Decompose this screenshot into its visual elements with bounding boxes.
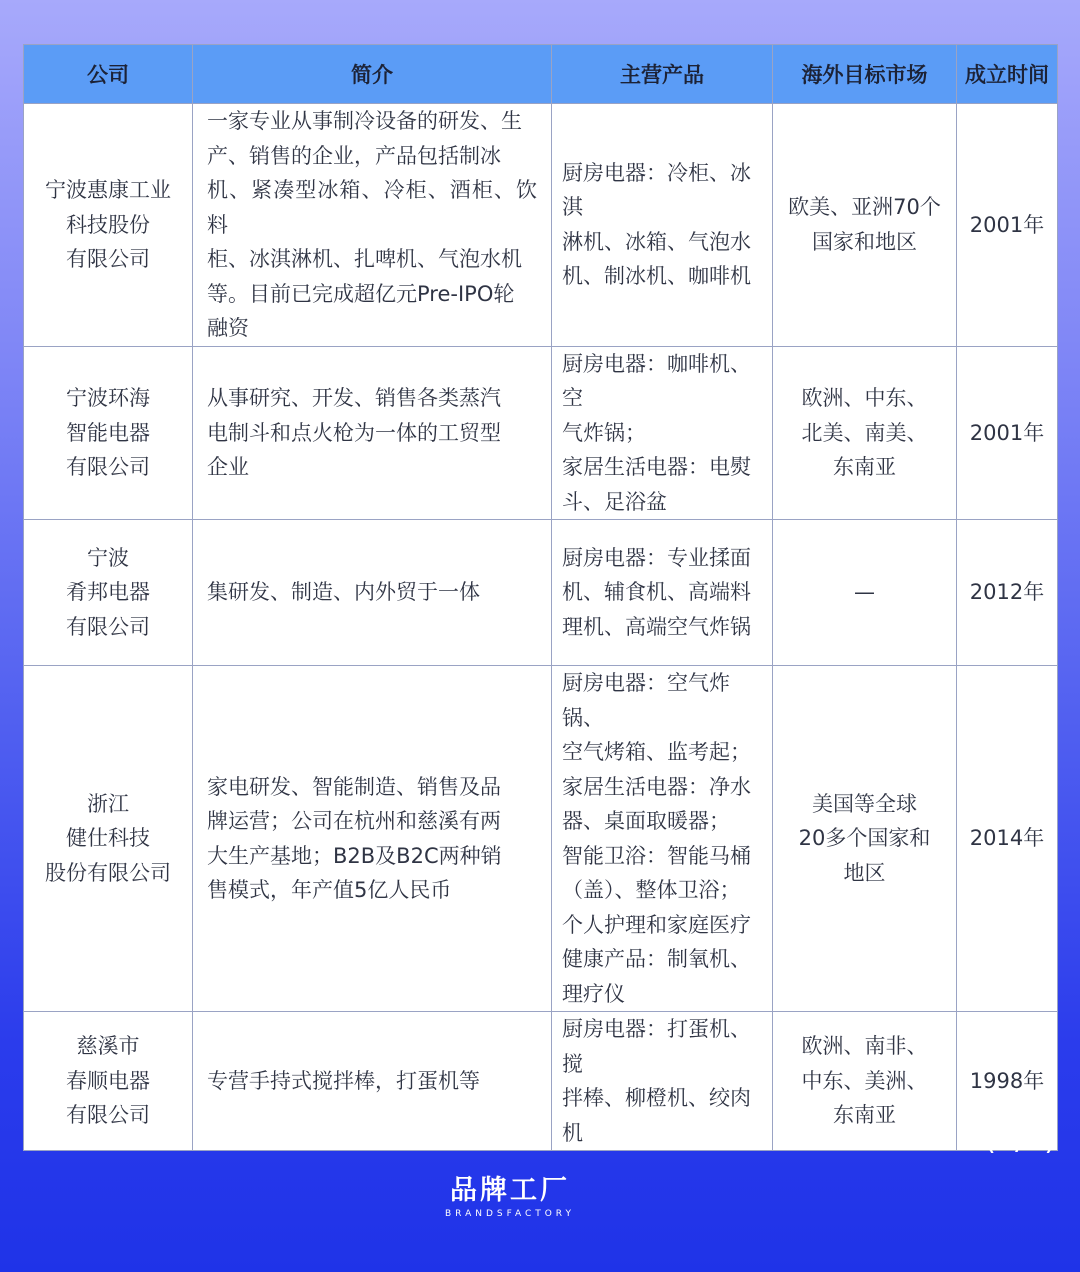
intro-cell xyxy=(193,346,552,520)
intro-cell xyxy=(193,1012,552,1151)
intro-line: 融资 xyxy=(207,316,249,340)
intro-line: 企业 xyxy=(207,455,249,479)
products-line: 机、辅食机、高端料 xyxy=(562,580,751,605)
company-cell xyxy=(24,1012,193,1151)
market-cell xyxy=(773,104,957,347)
products-line: 个人护理和家庭医疗 xyxy=(562,912,751,937)
products-line: （盖）、整体卫浴； xyxy=(562,878,741,902)
products-line: 理机、高端空气炸锅 xyxy=(562,614,751,639)
company-line: 有限公司 xyxy=(66,247,150,271)
company-line: 有限公司 xyxy=(66,1103,150,1128)
products-line: 拌棒、柳橙机、绞肉机 xyxy=(562,1086,751,1145)
company-table-container xyxy=(23,44,1057,1151)
header-company: 公司 xyxy=(24,45,193,104)
brand-logo xyxy=(440,1176,580,1220)
products-line: 理疗仪 xyxy=(562,981,625,1006)
founded-cell: 2001年 xyxy=(957,346,1058,520)
company-table xyxy=(23,44,1058,1151)
market-line: 东南亚 xyxy=(833,455,896,479)
company-line: 股份有限公司 xyxy=(45,860,171,885)
market-line: 北美、南美、 xyxy=(801,420,928,445)
logo-chinese-text: 品牌工厂 xyxy=(450,1175,570,1206)
market-cell xyxy=(773,1012,957,1151)
logo-english-text: BRANDSFACTORY xyxy=(445,1209,575,1219)
market-line: 美国等全球 xyxy=(812,791,917,816)
company-line: 宁波环海 xyxy=(66,386,150,410)
intro-line: 从事研究、开发、销售各类蒸汽 xyxy=(207,386,501,410)
market-cell xyxy=(773,346,957,520)
company-cell xyxy=(24,520,193,666)
company-line: 科技股份 xyxy=(66,212,150,237)
founded-cell: 2001年 xyxy=(957,104,1058,347)
company-line: 春顺电器 xyxy=(66,1068,150,1093)
market-cell xyxy=(773,666,957,1012)
header-intro: 简介 xyxy=(193,45,552,104)
market-line: 国家和地区 xyxy=(812,229,917,254)
products-line: 智能卫浴：智能马桶 xyxy=(562,843,751,868)
products-line: 斗、足浴盆 xyxy=(562,489,667,514)
header-founded: 成立时间 xyxy=(957,45,1058,104)
intro-cell xyxy=(193,666,552,1012)
market-line: 20多个国家和 xyxy=(798,826,931,851)
products-line: 厨房电器：打蛋机、搅 xyxy=(562,1017,751,1076)
products-line: 厨房电器：冷柜、冰淇 xyxy=(562,160,751,220)
company-line: 宁波 xyxy=(87,545,129,570)
company-line: 浙江 xyxy=(87,791,129,816)
intro-line: 电制斗和点火枪为一体的工贸型 xyxy=(207,420,501,445)
intro-line: 售模式，年产值5亿人民币 xyxy=(207,878,452,902)
products-cell xyxy=(552,1012,773,1151)
market-cell xyxy=(773,520,957,666)
products-cell xyxy=(552,104,773,347)
header-market: 海外目标市场 xyxy=(773,45,957,104)
products-cell xyxy=(552,346,773,520)
market-line: 中东、美洲、 xyxy=(801,1068,928,1093)
intro-line: 等。目前已完成超亿元Pre-IPO轮 xyxy=(207,281,515,306)
table-row xyxy=(24,1012,1058,1151)
company-cell xyxy=(24,104,193,347)
market-line: 东南亚 xyxy=(833,1103,896,1128)
founded-cell: 2012年 xyxy=(957,520,1058,666)
company-line: 宁波惠康工业 xyxy=(45,178,171,202)
company-line: 健仕科技 xyxy=(66,826,150,851)
intro-line: 柜、冰淇淋机、扎啤机、气泡水机 xyxy=(207,247,522,271)
intro-line: 集研发、制造、内外贸于一体 xyxy=(207,580,480,605)
products-line: 空气烤箱、监考起； xyxy=(562,740,751,764)
founded-cell: 2014年 xyxy=(957,666,1058,1012)
products-line: 家居生活电器：电熨 xyxy=(562,455,751,479)
page-indicator: (1/3) xyxy=(984,1122,1056,1157)
market-line: — xyxy=(854,580,875,605)
company-cell xyxy=(24,666,193,1012)
market-line: 欧美、亚洲70个 xyxy=(788,195,941,220)
founded-cell: 1998年 xyxy=(957,1012,1058,1151)
products-line: 气炸锅； xyxy=(562,420,646,445)
header-products: 主营产品 xyxy=(552,45,773,104)
company-line: 肴邦电器 xyxy=(66,580,150,605)
intro-line: 产、销售的企业，产品包括制冰 xyxy=(207,143,501,168)
intro-line: 大生产基地；B2B及B2C两种销 xyxy=(207,843,502,868)
company-cell xyxy=(24,346,193,520)
company-line: 慈溪市 xyxy=(76,1034,140,1059)
intro-line: 一家专业从事制冷设备的研发、生 xyxy=(207,109,522,133)
products-line: 淋机、冰箱、气泡水 xyxy=(562,229,751,254)
table-row xyxy=(24,346,1058,520)
table-row xyxy=(24,666,1058,1012)
company-line: 智能电器 xyxy=(66,420,150,445)
products-line: 器、桌面取暖器； xyxy=(562,809,730,833)
market-line: 欧洲、南非、 xyxy=(801,1034,928,1059)
intro-line: 专营手持式搅拌棒，打蛋机等 xyxy=(207,1068,480,1093)
market-line: 地区 xyxy=(843,860,886,885)
products-line: 厨房电器：专业揉面 xyxy=(562,545,751,570)
intro-line: 牌运营；公司在杭州和慈溪有两 xyxy=(207,809,501,833)
table-row xyxy=(24,104,1058,347)
intro-line: 家电研发、智能制造、销售及品 xyxy=(207,774,501,799)
company-line: 有限公司 xyxy=(66,614,150,639)
products-line: 健康产品：制氧机、 xyxy=(562,947,751,971)
products-line: 家居生活电器：净水 xyxy=(562,774,751,799)
intro-cell xyxy=(193,104,552,347)
products-cell xyxy=(552,666,773,1012)
market-line: 欧洲、中东、 xyxy=(801,386,928,410)
company-line: 有限公司 xyxy=(66,455,150,479)
table-row xyxy=(24,520,1058,666)
table-header-row xyxy=(24,45,1058,104)
products-line: 厨房电器：咖啡机、空 xyxy=(562,351,751,410)
intro-line: 机、紧凑型冰箱、冷柜、酒柜、饮料 xyxy=(207,178,537,237)
products-cell xyxy=(552,520,773,666)
products-line: 机、制冰机、咖啡机 xyxy=(562,264,751,289)
products-line: 厨房电器：空气炸锅、 xyxy=(562,671,730,730)
intro-cell xyxy=(193,520,552,666)
